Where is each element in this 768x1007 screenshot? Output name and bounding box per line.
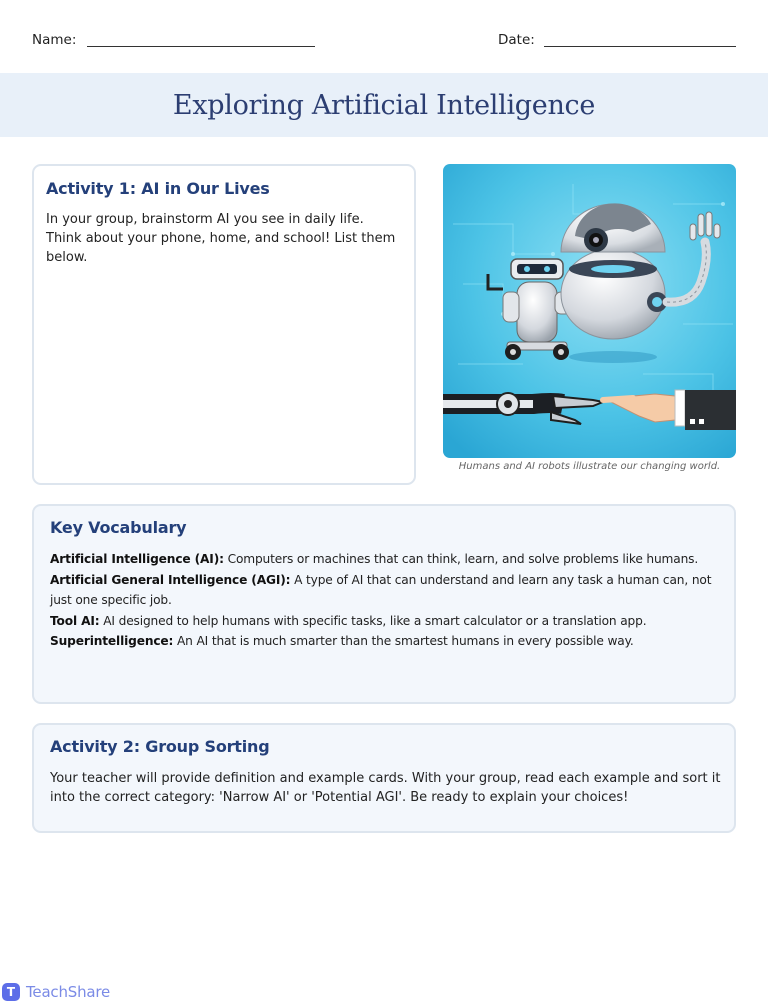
vocabulary-list — [50, 549, 726, 652]
vocab-term-label: Superintelligence: — [50, 634, 174, 648]
vocab-term-tool-ai — [50, 611, 726, 632]
activity1-instructions: In your group, brainstorm AI you see in daily life. Think about your phone, home, and school! List them below. — [46, 212, 396, 265]
image-caption: Humans and AI robots illustrate our changing world. — [458, 461, 721, 472]
teachshare-logo-icon: T — [2, 983, 20, 1001]
brand-name: TeachShare — [26, 983, 111, 1001]
vocab-term-label: Tool AI: — [50, 613, 100, 628]
name-field-line[interactable] — [87, 46, 315, 47]
vocab-term-label: Artificial General Intelligence (AGI): — [50, 572, 291, 587]
activity1-answer-area[interactable] — [46, 256, 402, 471]
title-band — [0, 73, 768, 137]
activity2-instructions: Your teacher will provide definition and example cards. With your group, read each example and sort it into the correct category: 'Narrow AI' or 'Potential AGI'. Be ready to explain your choices! — [50, 771, 721, 805]
footer-brand[interactable] — [2, 983, 110, 1001]
robot-illustration — [443, 164, 736, 458]
vocab-term-agi — [50, 570, 726, 611]
date-field-line[interactable] — [544, 46, 736, 47]
vocab-definition: A type of AI that can understand and learn any task a human can, not just one specific job. — [50, 572, 712, 607]
page-title: Exploring Artificial Intelligence — [172, 89, 596, 121]
activity1-heading: Activity 1: AI in Our Lives — [46, 179, 270, 198]
vocab-definition: Computers or machines that can think, learn, and solve problems like humans. — [227, 552, 699, 566]
activity2-heading: Activity 2: Group Sorting — [50, 737, 270, 756]
vocab-term-superintelligence — [50, 631, 726, 652]
vocabulary-heading: Key Vocabulary — [50, 518, 187, 537]
vocab-term-label: Artificial Intelligence (AI): — [50, 552, 224, 566]
name-label: Name: — [32, 32, 77, 48]
activity2-card — [32, 723, 736, 833]
vocab-definition: AI designed to help humans with specific tasks, like a smart calculator or a translation app. — [103, 613, 647, 628]
vocabulary-card — [32, 504, 736, 704]
vocab-definition: An AI that is much smarter than the smartest humans in every possible way. — [177, 634, 634, 648]
date-label: Date: — [498, 32, 535, 48]
vocab-term-ai — [50, 549, 726, 570]
activity1-card — [32, 164, 416, 485]
